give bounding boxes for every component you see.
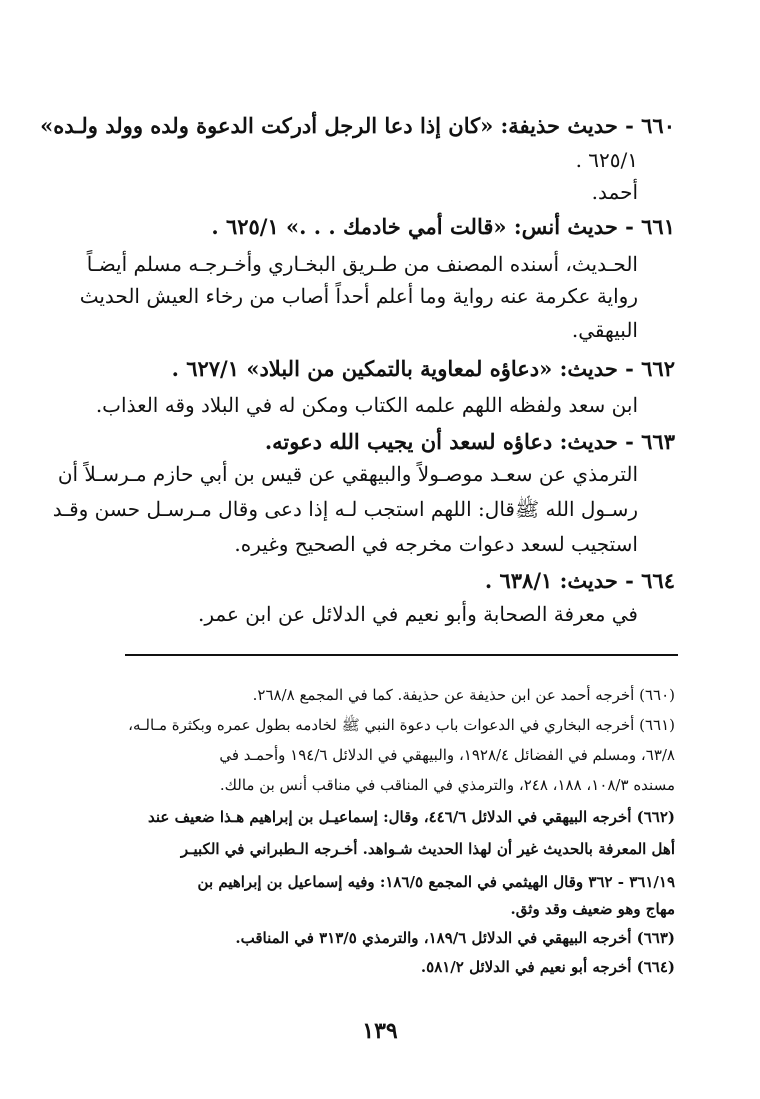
entry-line: الترمذي عن سعـد موصـولاً والبيهقي عن قيس بن أبي حازم مـرسـلاً أن: [57, 462, 638, 486]
entry-heading-664: ٦٦٤ - حديث: ٦٣٨/١ .: [484, 568, 675, 593]
footnote-661-cont: ٦٣/٨، ومسلم في الفضائل ١٩٢٨/٤، والبيهقي في الدلائل ١٩٤/٦ وأحمـد في: [219, 746, 675, 764]
entry-line: أحمد.: [591, 180, 638, 204]
entry-heading-662: ٦٦٢ - حديث: «دعاؤه لمعاوية بالتمكين من البلاد» ٦٢٧/١ .: [171, 356, 675, 381]
footnote-662-cont: مهاج وهو ضعيف وقد وثق.: [510, 900, 675, 918]
entry-line: رسـول الله ﷺقال: اللهم استجب لـه إذا دعى وقال مـرسـل حسن وقـد: [52, 497, 638, 521]
footnote-662-cont: ٣٦١/١٩ - ٣٦٢ وقال الهيثمي في المجمع ١٨٦/٥: وفيه إسماعيل بن إبراهيم بن: [197, 873, 675, 891]
entry-line: الحـديث، أسنده المصنف من طـريق البخـاري وأخـرجـه مسلم أيضـاً: [86, 252, 638, 276]
entry-heading-661: ٦٦١ - حديث أنس: «قالت أمي خادمك . . .» ٦٢٥/١ .: [211, 214, 675, 239]
page-number: ١٣٩: [362, 1018, 398, 1044]
footnote-separator: [125, 654, 678, 656]
footnote-660: (٦٦٠) أخرجه أحمد عن ابن حذيفة عن حذيفة. كما في المجمع ٢٦٨/٨.: [252, 686, 675, 704]
footnote-663: (٦٦٣) أخرجه البيهقي في الدلائل ١٨٩/٦، والترمذي ٣١٣/٥ في المناقب.: [235, 929, 675, 947]
entry-line: البيهقي.: [571, 318, 638, 342]
entry-heading-663: ٦٦٣ - حديث: دعاؤه لسعد أن يجيب الله دعوته.: [264, 429, 675, 454]
entry-line: رواية عكرمة عنه رواية وما أعلم أحداً أصاب من رخاء العيش الحديث: [79, 284, 638, 308]
footnote-662: (٦٦٢) أخرجه البيهقي في الدلائل ٤٤٦/٦، وقال: إسماعيـل بن إبراهيم هـذا ضعيف عند: [148, 808, 675, 826]
entry-line: ابن سعد ولفظه اللهم علمه الكتاب ومكن له في البلاد وقه العذاب.: [95, 393, 638, 417]
entry-line: في معرفة الصحابة وأبو نعيم في الدلائل عن ابن عمر.: [198, 602, 638, 626]
footnote-664: (٦٦٤) أخرجه أبو نعيم في الدلائل ٥٨١/٢.: [420, 958, 675, 976]
footnote-662-cont: أهل المعرفة بالحديث غير أن لهذا الحديث شـواهد. أخـرجه الـطبراني في الكبيـر: [180, 840, 675, 858]
entry-line: استجيب لسعد دعوات مخرجه في الصحيح وغيره.: [234, 532, 638, 556]
entry-line: ٦٢٥/١ .: [575, 148, 638, 172]
footnote-661-cont: مسنده ١٠٨/٣، ١٨٨، ٢٤٨، والترمذي في المناقب في مناقب أنس بن مالك.: [219, 776, 675, 794]
entry-heading-660: ٦٦٠ - حديث حذيفة: «كان إذا دعا الرجل أدركت الدعوة ولده وولد ولـده»: [40, 113, 675, 138]
footnote-661: (٦٦١) أخرجه البخاري في الدعوات باب دعوة النبي ﷺ لخادمه بطول عمره وبكثرة مـالـه،: [128, 716, 675, 734]
